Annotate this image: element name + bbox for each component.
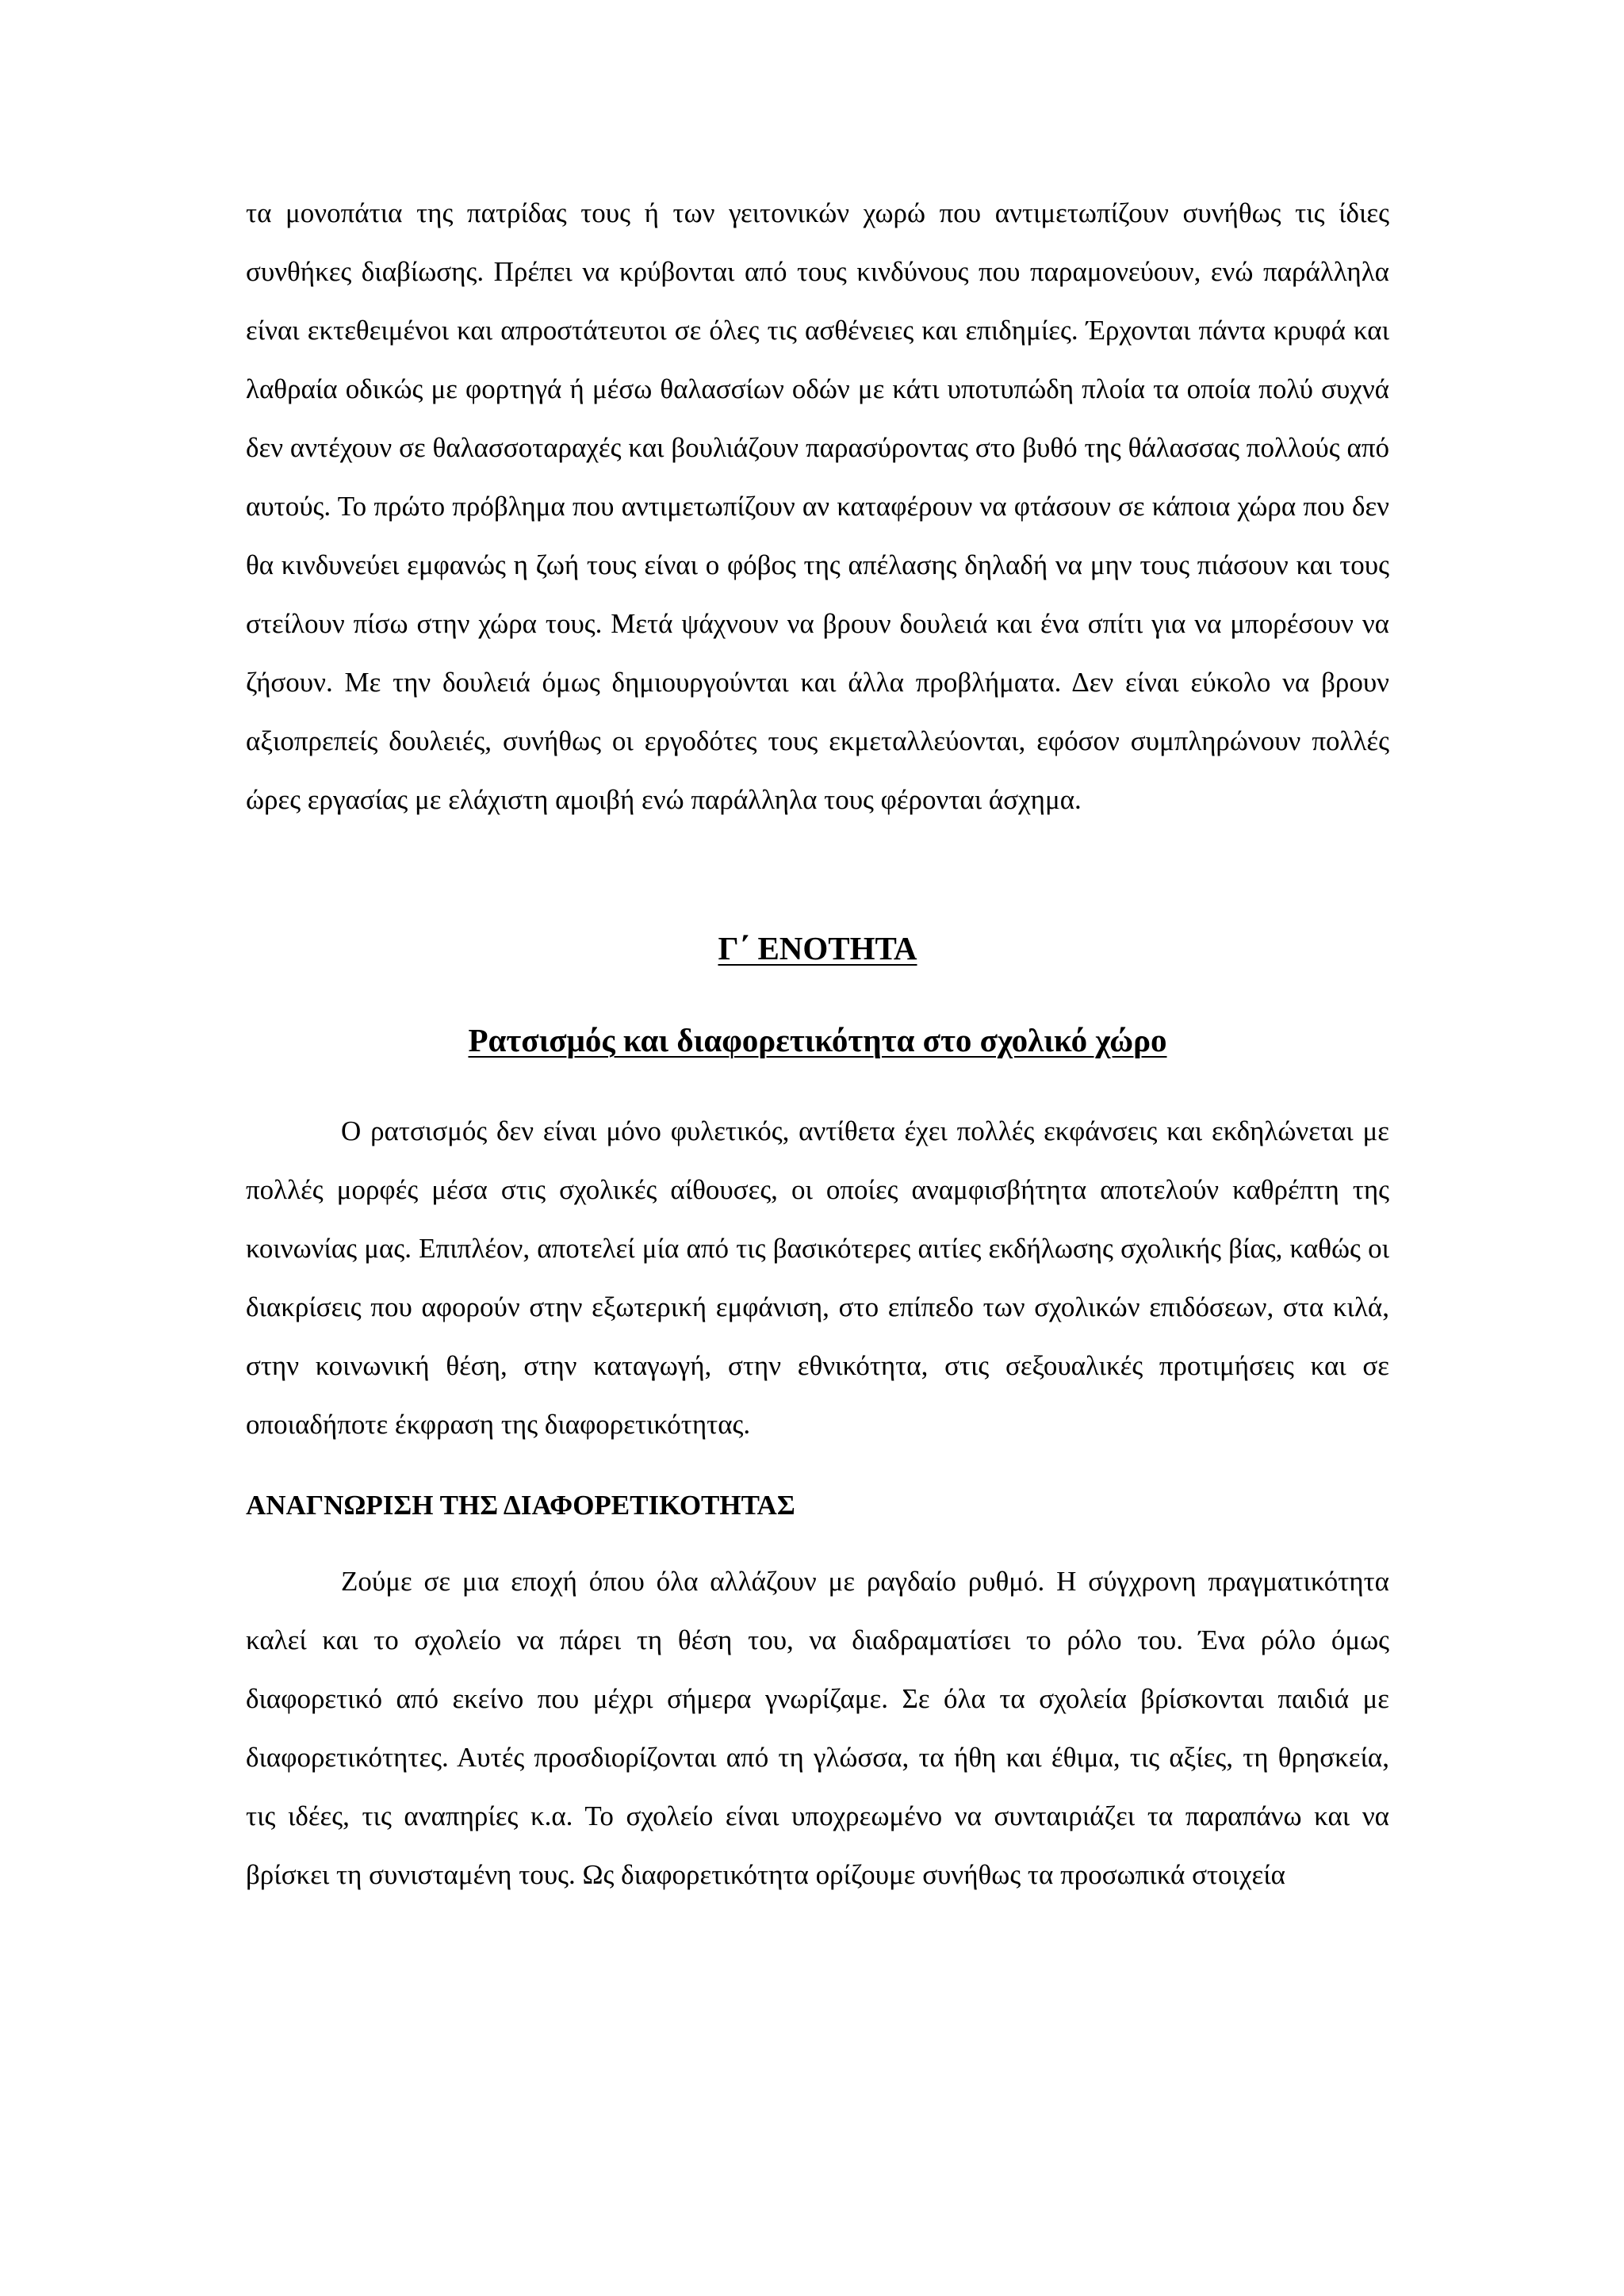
paragraph-racism: Ο ρατσισμός δεν είναι μόνο φυλετικός, αντίθετα έχει πολλές εκφάνσεις και εκδηλώνεται με πολλές μορφές μέσα στις σχολικές αίθουσες, οι οποίες αναμφισβήτητα αποτελούν καθρέπτη της κοινωνίας μας. Επιπλέον, αποτελεί μία από τις βασικότερες αιτίες εκδήλωσης σχολικής βίας, καθώς οι διακρίσεις που αφορούν στην εξωτερική εμφάνιση, στο επίπεδο των σχολικών επιδόσεων, στα κιλά, στην κοινωνική θέση, στην καταγωγή, στην εθνικότητα, στις σεξουαλικές προτιμήσεις και σε οποιαδήποτε έκφραση της διαφορετικότητας. (246, 1115, 1389, 1440)
heading-recognition-of-diversity: ΑΝΑΓΝΩΡΙΣΗ ΤΗΣ ΔΙΑΦΟΡΕΤΙΚΟΤΗΤΑΣ (246, 1490, 795, 1521)
paragraph-refugee-hardships: τα μονοπάτια της πατρίδας τους ή των γειτονικών χωρώ που αντιμετωπίζουν συνήθως τις ίδιες συνθήκες διαβίωσης. Πρέπει να κρύβονται από τους κινδύνους που παραμονεύουν, ενώ παράλληλα είναι εκτεθειμένοι και απροστάτευτοι σε όλες τις ασθένειες και επιδημίες. Έρχονται πάντα κρυφά και λαθραία οδικώς με φορτηγά ή μέσω θαλασσίων οδών με κάτι υποτυπώδη πλοία τα οποία πολύ συχνά δεν αντέχουν σε θαλασσοταραχές και βουλιάζουν παρασύροντας στο βυθό της θάλασσας πολλούς από αυτούς. Το πρώτο πρόβλημα που αντιμετωπίζουν αν καταφέρουν να φτάσουν σε κάποια χώρα που δεν θα κινδυνεύει εμφανώς η ζωή τους είναι ο φόβος της απέλασης δηλαδή να μην τους πιάσουν και τους στείλουν πίσω στην χώρα τους. Μετά ψάχνουν να βρουν δουλειά και ένα σπίτι για να μπορέσουν να ζήσουν. Με την δουλειά όμως δημιουργούνται και άλλα προβλήματα. Δεν είναι εύκολο να βρουν αξιοπρεπείς δουλειές, συνήθως οι εργοδότες τους εκμεταλλεύονται, εφόσον συμπληρώνουν πολλές ώρες εργασίας με ελάχιστη αμοιβή ενώ παράλληλα τους φέρονται άσχημα. (246, 197, 1389, 815)
document-page (246, 184, 1389, 1904)
section-title: Γ΄ ΕΝΟΤΗΤΑ (718, 930, 917, 966)
paragraph-recognition: Ζούμε σε μια εποχή όπου όλα αλλάζουν με ραγδαίο ρυθμό. Η σύγχρονη πραγματικότητα καλεί και το σχολείο να πάρει τη θέση του, να διαδραματίσει το ρόλο του. Ένα ρόλο όμως διαφορετικό από εκείνο που μέχρι σήμερα γνωρίζαμε. Σε όλα τα σχολεία βρίσκονται παιδιά με διαφορετικότητες. Αυτές προσδιορίζονται από τη γλώσσα, τα ήθη και έθιμα, τις αξίες, τη θρησκεία, τις ιδέες, τις αναπηρίες κ.α. Το σχολείο είναι υποχρεωμένο να συνταιριάζει τα παραπάνω και να βρίσκει τη συνισταμένη τους. Ως διαφορετικότητα ορίζουμε συνήθως τα προσωπικά στοιχεία (246, 1566, 1389, 1890)
section-subtitle: Ρατσισμός και διαφορετικότητα στο σχολικό χώρο (468, 1022, 1167, 1058)
